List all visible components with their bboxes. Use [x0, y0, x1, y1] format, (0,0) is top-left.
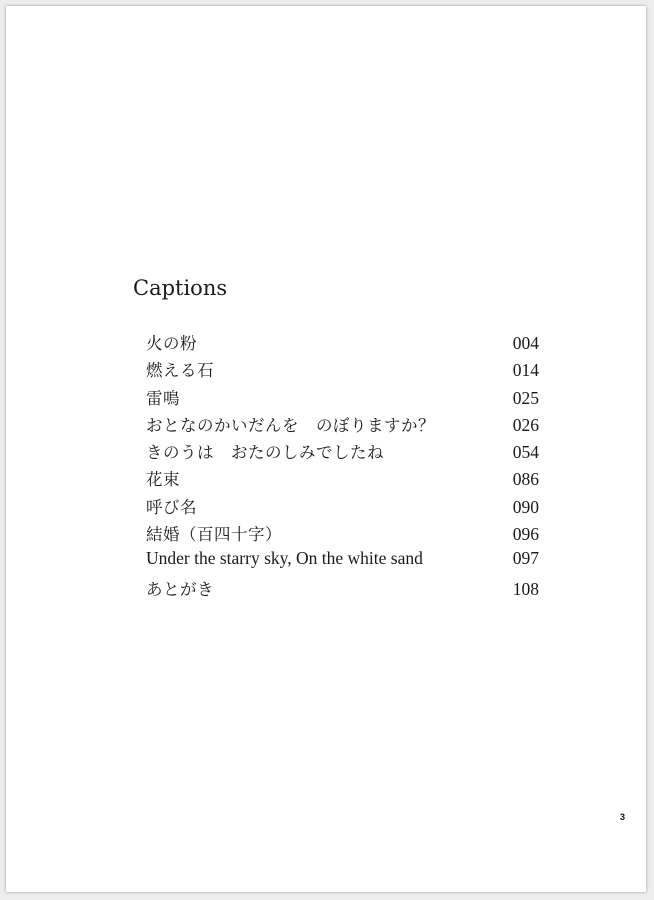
toc-entry-page: 086	[512, 469, 539, 490]
toc-entry-page: 108	[512, 578, 539, 599]
toc-entry	[146, 439, 539, 466]
document-page	[6, 6, 646, 892]
toc-entry-page: 014	[512, 360, 539, 381]
toc-entry-title: 結婚（百四十字）	[146, 525, 282, 545]
toc-entry-title: あとがき	[146, 579, 214, 599]
toc-entry-page: 097	[512, 548, 539, 569]
toc-entry-title: 火の粉	[146, 334, 197, 353]
toc-entry-page: 096	[512, 524, 539, 545]
toc-entry	[146, 576, 539, 603]
toc-entry	[146, 548, 539, 575]
toc-entry-page: 090	[512, 496, 539, 517]
toc-entry-title: Under the starry sky, On the white sand	[146, 548, 423, 569]
toc-entry	[146, 521, 539, 548]
page-number: 3	[620, 812, 626, 822]
toc-entry-title: 呼び名	[146, 497, 197, 517]
toc-entry	[146, 357, 539, 384]
toc-entry	[146, 412, 539, 439]
toc-entry-title: 雷鳴	[146, 388, 180, 408]
toc-entry	[146, 330, 539, 357]
toc-entry-title: 燃える石	[146, 361, 214, 381]
toc-entry	[146, 494, 539, 521]
toc-entry	[146, 466, 539, 493]
toc-entry-page: 004	[512, 333, 539, 353]
table-of-contents	[146, 330, 539, 603]
toc-entry-page: 026	[512, 414, 539, 435]
toc-entry-page: 054	[512, 442, 539, 463]
toc-entry	[146, 385, 539, 412]
toc-entry-title: おとなのかいだんを のぼりますか？	[146, 415, 435, 435]
toc-heading: Captions	[133, 276, 228, 300]
toc-entry-title: きのうは おたのしみでしたね	[146, 443, 384, 463]
toc-entry-page: 025	[512, 387, 539, 408]
toc-entry-title: 花束	[146, 470, 180, 490]
